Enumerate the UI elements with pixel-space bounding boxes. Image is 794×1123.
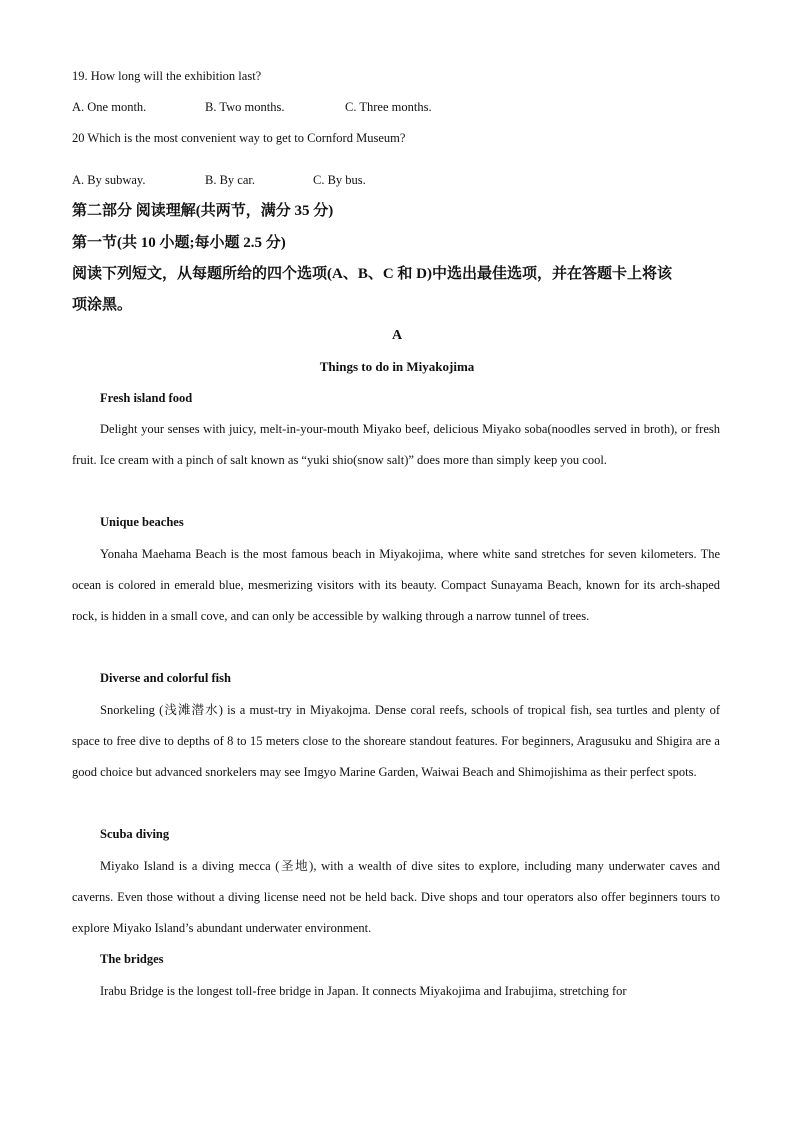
section-heading: Diverse and colorful fish bbox=[100, 671, 231, 685]
section-text: Snorkeling (浅滩潜水) is a must-try in Miyakojma. Dense coral reefs, schools of tropical fish, sea turtles and plenty of space to free dive to depths of 8 to 15 meters close to the shoreare standout features. For beginners, Aragusuku and Shigira are a good choice but advanced snorkelers may see Imgyo Marine Garden, Waiwai Beach and Shimojishima as their perfect spots. bbox=[72, 703, 720, 780]
question-20-text: 20 Which is the most convenient way to get to Cornford Museum? bbox=[72, 131, 406, 145]
section-heading: Unique beaches bbox=[100, 515, 184, 529]
part-heading: 第二部分 阅读理解(共两节，满分 35 分) bbox=[72, 203, 334, 219]
instruction-line-2: 项涂黑。 bbox=[72, 297, 133, 313]
passage-title: Things to do in Miyakojima bbox=[319, 359, 475, 374]
section-text: Delight your senses with juicy, melt-in-your-mouth Miyako beef, delicious Miyako soba(noodles served in broth), or fresh fruit. Ice cream with a pinch of salt known as “yuki shio(snow salt)” does more than simply keep you cool. bbox=[72, 422, 720, 468]
section-text: Irabu Bridge is the longest toll-free bridge in Japan. It connects Miyakojima and Irabujima, stretching for bbox=[100, 984, 627, 998]
option-a: A. One month. bbox=[72, 100, 147, 114]
section-heading: Scuba diving bbox=[100, 827, 170, 841]
question-19-text: 19. How long will the exhibition last? bbox=[72, 69, 262, 83]
option-c: C. Three months. bbox=[345, 100, 432, 114]
section-heading: Fresh island food bbox=[100, 391, 193, 405]
option-b: B. By car. bbox=[205, 173, 255, 187]
instruction-line-1: 阅读下列短文，从每题所给的四个选项(A、B、C 和 D)中选出最佳选项，并在答题卡上将该 bbox=[72, 266, 672, 282]
option-c: C. By bus. bbox=[313, 173, 366, 187]
section-heading: The bridges bbox=[100, 952, 164, 966]
section-text: Yonaha Maehama Beach is the most famous beach in Miyakojima, where white sand stretches for seven kilometers. The ocean is colored in emerald blue, mesmerizing visitors with its beauty. Compact Sunayama Beach, known for its arch-shaped rock, is hidden in a small cove, and can only be accessible by walking through a narrow tunnel of trees. bbox=[72, 547, 720, 624]
passage-letter: A bbox=[391, 328, 403, 343]
subsection-heading: 第一节(共 10 小题;每小题 2.5 分) bbox=[72, 235, 286, 251]
section-text: Miyako Island is a diving mecca (圣地), with a wealth of dive sites to explore, including many underwater caves and caverns. Even those without a diving license need not be held back. Dive shops and tour operators also offer beginners tours to explore Miyako Island’s abundant underwater environment. bbox=[72, 859, 720, 936]
option-b: B. Two months. bbox=[205, 100, 285, 114]
option-a: A. By subway. bbox=[72, 173, 146, 187]
